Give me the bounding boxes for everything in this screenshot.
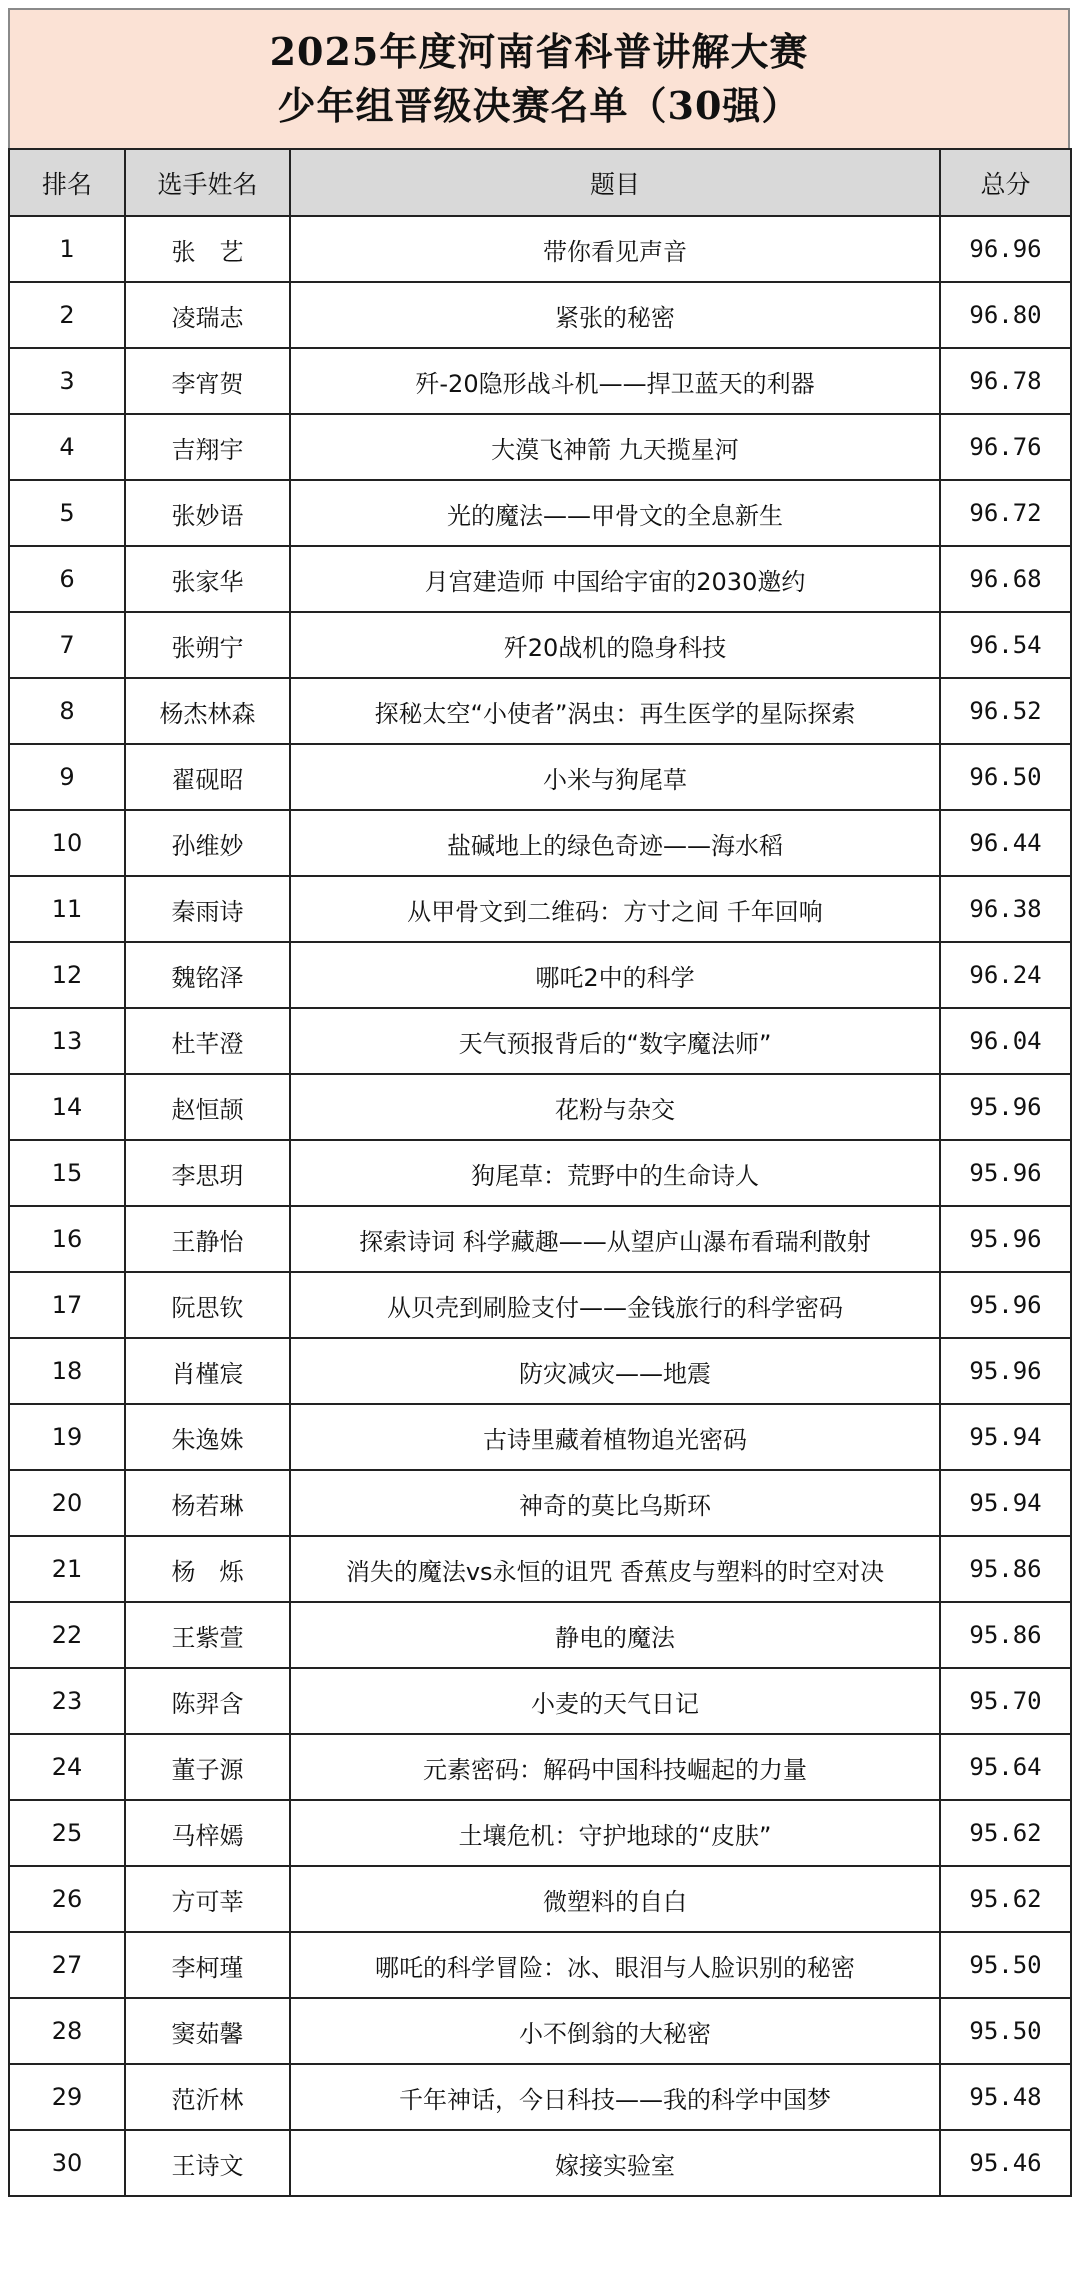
title-line-1: 2025年度河南省科普讲解大赛 (269, 29, 809, 74)
cell-score: 95.96 (940, 1074, 1071, 1140)
cell-score: 95.96 (940, 1338, 1071, 1404)
cell-topic: 探索诗词 科学藏趣——从望庐山瀑布看瑞利散射 (290, 1206, 940, 1272)
cell-score: 96.38 (940, 876, 1071, 942)
table-row (9, 1536, 1071, 1602)
table-row (9, 2064, 1071, 2130)
cell-score: 95.48 (940, 2064, 1071, 2130)
cell-name: 李柯瑾 (125, 1932, 290, 1998)
cell-score: 96.50 (940, 744, 1071, 810)
cell-name: 马梓嫣 (125, 1800, 290, 1866)
cell-score: 96.72 (940, 480, 1071, 546)
cell-name: 翟砚昭 (125, 744, 290, 810)
header-row (9, 149, 1071, 216)
cell-rank: 27 (9, 1932, 125, 1998)
table-row (9, 612, 1071, 678)
cell-score: 96.54 (940, 612, 1071, 678)
cell-topic: 神奇的莫比乌斯环 (290, 1470, 940, 1536)
cell-topic: 大漠飞神箭 九天揽星河 (290, 414, 940, 480)
cell-rank: 19 (9, 1404, 125, 1470)
column-header-rank: 排名 (9, 149, 125, 216)
table-row (9, 216, 1071, 282)
cell-rank: 24 (9, 1734, 125, 1800)
table-row (9, 1140, 1071, 1206)
finalist-table (8, 148, 1072, 2197)
cell-rank: 11 (9, 876, 125, 942)
cell-name: 范沂林 (125, 2064, 290, 2130)
cell-rank: 5 (9, 480, 125, 546)
cell-score: 95.86 (940, 1602, 1071, 1668)
cell-name: 凌瑞志 (125, 282, 290, 348)
table-row (9, 942, 1071, 1008)
cell-rank: 10 (9, 810, 125, 876)
cell-score: 95.50 (940, 1998, 1071, 2064)
cell-name: 李宵贺 (125, 348, 290, 414)
cell-topic: 天气预报背后的“数字魔法师” (290, 1008, 940, 1074)
cell-topic: 带你看见声音 (290, 216, 940, 282)
cell-score: 95.70 (940, 1668, 1071, 1734)
cell-topic: 嫁接实验室 (290, 2130, 940, 2196)
cell-topic: 元素密码：解码中国科技崛起的力量 (290, 1734, 940, 1800)
cell-rank: 8 (9, 678, 125, 744)
cell-rank: 23 (9, 1668, 125, 1734)
cell-name: 方可莘 (125, 1866, 290, 1932)
cell-rank: 13 (9, 1008, 125, 1074)
cell-name: 孙维妙 (125, 810, 290, 876)
title-line-2: 少年组晋级决赛名单（30强） (277, 83, 801, 128)
cell-score: 95.96 (940, 1272, 1071, 1338)
cell-topic: 光的魔法——甲骨文的全息新生 (290, 480, 940, 546)
cell-rank: 3 (9, 348, 125, 414)
cell-score: 96.68 (940, 546, 1071, 612)
cell-name: 赵恒颉 (125, 1074, 290, 1140)
cell-topic: 小不倒翁的大秘密 (290, 1998, 940, 2064)
cell-name: 吉翔宇 (125, 414, 290, 480)
cell-score: 95.64 (940, 1734, 1071, 1800)
cell-rank: 7 (9, 612, 125, 678)
cell-rank: 30 (9, 2130, 125, 2196)
cell-topic: 歼-20隐形战斗机——捍卫蓝天的利器 (290, 348, 940, 414)
table-row (9, 1866, 1071, 1932)
table-row (9, 282, 1071, 348)
table-row (9, 348, 1071, 414)
cell-rank: 25 (9, 1800, 125, 1866)
column-header-topic: 题目 (290, 149, 940, 216)
cell-name: 杜芊澄 (125, 1008, 290, 1074)
cell-rank: 9 (9, 744, 125, 810)
cell-rank: 1 (9, 216, 125, 282)
cell-topic: 哪吒2中的科学 (290, 942, 940, 1008)
cell-topic: 从甲骨文到二维码：方寸之间 千年回响 (290, 876, 940, 942)
table-row (9, 1668, 1071, 1734)
cell-rank: 22 (9, 1602, 125, 1668)
table-row (9, 1404, 1071, 1470)
cell-score: 95.62 (940, 1800, 1071, 1866)
cell-score: 96.78 (940, 348, 1071, 414)
cell-name: 阮思钦 (125, 1272, 290, 1338)
cell-name: 张朔宁 (125, 612, 290, 678)
table-row (9, 1008, 1071, 1074)
cell-topic: 盐碱地上的绿色奇迹——海水稻 (290, 810, 940, 876)
cell-rank: 6 (9, 546, 125, 612)
cell-name: 魏铭泽 (125, 942, 290, 1008)
table-row (9, 480, 1071, 546)
table-row (9, 678, 1071, 744)
cell-topic: 哪吒的科学冒险：冰、眼泪与人脸识别的秘密 (290, 1932, 940, 1998)
cell-topic: 微塑料的自白 (290, 1866, 940, 1932)
cell-topic: 花粉与杂交 (290, 1074, 940, 1140)
table-row (9, 414, 1071, 480)
cell-topic: 土壤危机：守护地球的“皮肤” (290, 1800, 940, 1866)
cell-score: 96.04 (940, 1008, 1071, 1074)
table-row (9, 1734, 1071, 1800)
cell-name: 王诗文 (125, 2130, 290, 2196)
cell-score: 95.86 (940, 1536, 1071, 1602)
table-row (9, 744, 1071, 810)
table-row (9, 546, 1071, 612)
column-header-score: 总分 (940, 149, 1071, 216)
cell-rank: 18 (9, 1338, 125, 1404)
cell-topic: 月宫建造师 中国给宇宙的2030邀约 (290, 546, 940, 612)
cell-topic: 探秘太空“小使者”涡虫：再生医学的星际探索 (290, 678, 940, 744)
cell-name: 窦茹馨 (125, 1998, 290, 2064)
cell-topic: 小米与狗尾草 (290, 744, 940, 810)
table-row (9, 810, 1071, 876)
cell-rank: 28 (9, 1998, 125, 2064)
cell-name: 杨杰林森 (125, 678, 290, 744)
cell-name: 王静怡 (125, 1206, 290, 1272)
table-row (9, 1074, 1071, 1140)
cell-topic: 小麦的天气日记 (290, 1668, 940, 1734)
cell-topic: 静电的魔法 (290, 1602, 940, 1668)
cell-score: 95.96 (940, 1140, 1071, 1206)
title-block (8, 8, 1070, 148)
cell-topic: 古诗里藏着植物追光密码 (290, 1404, 940, 1470)
finalist-list-sheet (8, 8, 1070, 2197)
cell-name: 李思玥 (125, 1140, 290, 1206)
cell-name: 秦雨诗 (125, 876, 290, 942)
cell-score: 96.24 (940, 942, 1071, 1008)
cell-topic: 歼20战机的隐身科技 (290, 612, 940, 678)
cell-score: 95.50 (940, 1932, 1071, 1998)
table-row (9, 1932, 1071, 1998)
cell-score: 95.62 (940, 1866, 1071, 1932)
cell-score: 95.94 (940, 1470, 1071, 1536)
cell-rank: 14 (9, 1074, 125, 1140)
cell-topic: 消失的魔法vs永恒的诅咒 香蕉皮与塑料的时空对决 (290, 1536, 940, 1602)
cell-rank: 20 (9, 1470, 125, 1536)
cell-rank: 21 (9, 1536, 125, 1602)
cell-rank: 16 (9, 1206, 125, 1272)
table-row (9, 876, 1071, 942)
cell-score: 95.46 (940, 2130, 1071, 2196)
cell-score: 96.52 (940, 678, 1071, 744)
table-row (9, 1206, 1071, 1272)
cell-score: 95.94 (940, 1404, 1071, 1470)
cell-rank: 17 (9, 1272, 125, 1338)
cell-score: 96.44 (940, 810, 1071, 876)
cell-score: 96.76 (940, 414, 1071, 480)
cell-name: 王紫萱 (125, 1602, 290, 1668)
table-row (9, 1470, 1071, 1536)
cell-score: 96.96 (940, 216, 1071, 282)
cell-topic: 千年神话，今日科技——我的科学中国梦 (290, 2064, 940, 2130)
cell-topic: 紧张的秘密 (290, 282, 940, 348)
table-header (9, 149, 1071, 216)
cell-topic: 从贝壳到刷脸支付——金钱旅行的科学密码 (290, 1272, 940, 1338)
cell-score: 95.96 (940, 1206, 1071, 1272)
cell-rank: 29 (9, 2064, 125, 2130)
cell-topic: 防灾减灾——地震 (290, 1338, 940, 1404)
table-body (9, 216, 1071, 2196)
cell-name: 张 艺 (125, 216, 290, 282)
cell-name: 朱逸姝 (125, 1404, 290, 1470)
table-row (9, 1998, 1071, 2064)
cell-rank: 12 (9, 942, 125, 1008)
cell-topic: 狗尾草：荒野中的生命诗人 (290, 1140, 940, 1206)
column-header-name: 选手姓名 (125, 149, 290, 216)
cell-name: 杨若琳 (125, 1470, 290, 1536)
table-row (9, 1272, 1071, 1338)
cell-name: 董子源 (125, 1734, 290, 1800)
table-row (9, 2130, 1071, 2196)
cell-rank: 2 (9, 282, 125, 348)
cell-rank: 4 (9, 414, 125, 480)
table-row (9, 1800, 1071, 1866)
table-row (9, 1338, 1071, 1404)
cell-name: 陈羿含 (125, 1668, 290, 1734)
cell-name: 张妙语 (125, 480, 290, 546)
cell-name: 杨 烁 (125, 1536, 290, 1602)
table-row (9, 1602, 1071, 1668)
cell-rank: 26 (9, 1866, 125, 1932)
cell-name: 张家华 (125, 546, 290, 612)
cell-score: 96.80 (940, 282, 1071, 348)
cell-rank: 15 (9, 1140, 125, 1206)
cell-name: 肖槿宸 (125, 1338, 290, 1404)
